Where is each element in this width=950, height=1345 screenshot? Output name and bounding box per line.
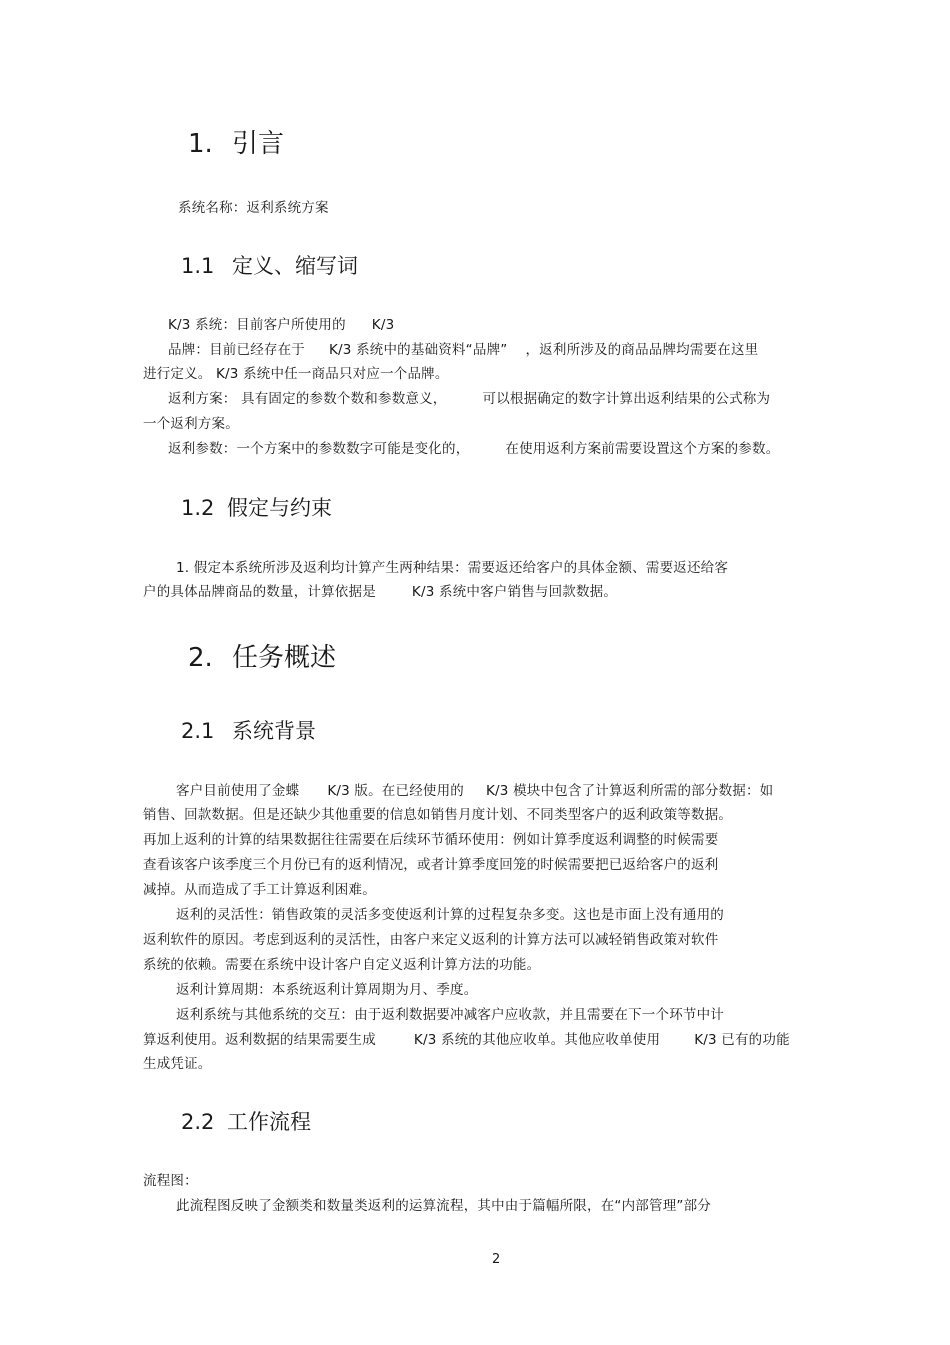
definition-brand-line-2: 进行定义。 K/3 系统中任一商品只对应一个品牌。: [143, 366, 449, 382]
section-2-heading: [188, 637, 336, 674]
interaction-line-2: [143, 1028, 790, 1048]
section-2-1-heading: [181, 715, 316, 745]
text-segment: 可以根据确定的数字计算出返利结果的公式称为: [482, 391, 771, 407]
section-1-1-heading: [181, 250, 358, 280]
flowchart-label: 流程图：: [143, 1173, 198, 1189]
text-segment: 品牌：目前已经存在于: [168, 342, 305, 358]
text-segment: 返利方案： 具有固定的参数个数和参数意义，: [168, 391, 447, 407]
text-segment: K/3 系统的其他应收单。其他应收单使用: [413, 1032, 661, 1048]
text-segment: K/3 版。在已经使用的: [327, 783, 464, 799]
background-line-3: 再加上返利的计算的结果数据往往需要在后续环节循环使用：例如计算季度返利调整的时候需要: [143, 832, 719, 848]
section-number: 1.1: [181, 254, 215, 278]
section-number: 1.: [188, 129, 213, 159]
period-line: 返利计算周期：本系统返利计算周期为月、季度。: [176, 982, 478, 998]
text-segment: 户的具体品牌商品的数量，计算依据是: [143, 584, 376, 600]
definition-brand-line: [168, 338, 758, 358]
section-title: 系统背景: [232, 719, 316, 743]
text-segment: 算返利使用。返利数据的结果需要生成: [143, 1032, 376, 1048]
text-segment: 在使用返利方案前需要设置这个方案的参数。: [505, 441, 780, 457]
background-line-4: 查看该客户该季度三个月份已有的返利情况，或者计算季度回笼的时候需要把已返给客户的返利: [143, 857, 719, 873]
text-segment: ，返利所涉及的商品品牌均需要在这里: [525, 342, 759, 358]
text-segment: K/3 模块中包含了计算返利所需的部分数据：如: [486, 783, 774, 799]
flexibility-line-1: 返利的灵活性：销售政策的灵活多变使返利计算的过程复杂多变。这也是市面上没有通用的: [176, 907, 724, 923]
definition-parameter-line: [168, 437, 779, 457]
text-segment: K/3: [371, 317, 395, 333]
section-1-heading: [188, 123, 284, 160]
section-number: 1.2: [181, 496, 215, 520]
text-segment: K/3 系统中客户销售与回款数据。: [411, 584, 618, 600]
text-segment: 客户目前使用了金蝶: [176, 783, 300, 799]
section-2-2-heading: [181, 1106, 311, 1136]
constraint-line-2: [143, 580, 617, 600]
flexibility-line-3: 系统的依赖。需要在系统中设计客户自定义返利计算方法的功能。: [143, 957, 541, 973]
flexibility-line-2: 返利软件的原因。考虑到返利的灵活性，由客户来定义返利的计算方法可以减轻销售政策对软件: [143, 932, 719, 948]
constraint-line-1: 1. 假定本系统所涉及返利均计算产生两种结果：需要返还给客户的具体金额、需要返还给客: [176, 560, 729, 576]
page-number: 2: [492, 1252, 501, 1267]
background-line-2: 销售、回款数据。但是还缺少其他重要的信息如销售月度计划、不同类型客户的返利政策等数据。: [143, 807, 733, 823]
interaction-line-3: 生成凭证。: [143, 1056, 212, 1072]
section-1-2-heading: [181, 492, 332, 522]
section-number: 2.1: [181, 719, 215, 743]
background-line-1: [176, 779, 773, 799]
section-number: 2.: [188, 643, 213, 673]
interaction-line-1: 返利系统与其他系统的交互：由于返利数据要冲减客户应收款，并且需要在下一个环节中计: [176, 1007, 724, 1023]
flowchart-description: 此流程图反映了金额类和数量类返利的运算流程，其中由于篇幅所限，在“内部管理”部分: [176, 1198, 711, 1214]
text-segment: K/3 系统：目前客户所使用的: [168, 317, 346, 333]
text-segment: K/3 已有的功能: [694, 1032, 790, 1048]
section-title: 假定与约束: [227, 496, 332, 520]
definition-scheme-line-2: 一个返利方案。: [143, 416, 239, 432]
definition-scheme-line: [168, 387, 770, 407]
system-name-line: 系统名称：返利系统方案: [178, 200, 329, 216]
text-segment: K/3 系统中的基础资料“品牌”: [329, 342, 508, 358]
definition-k3-line: [168, 313, 394, 333]
section-title: 引言: [232, 129, 285, 159]
section-title: 工作流程: [227, 1110, 311, 1134]
background-line-5: 减掉。从而造成了手工计算返利困难。: [143, 882, 376, 898]
section-title: 任务概述: [232, 643, 337, 673]
section-number: 2.2: [181, 1110, 215, 1134]
section-title: 定义、缩写词: [232, 254, 358, 278]
text-segment: 返利参数：一个方案中的参数数字可能是变化的，: [168, 441, 470, 457]
